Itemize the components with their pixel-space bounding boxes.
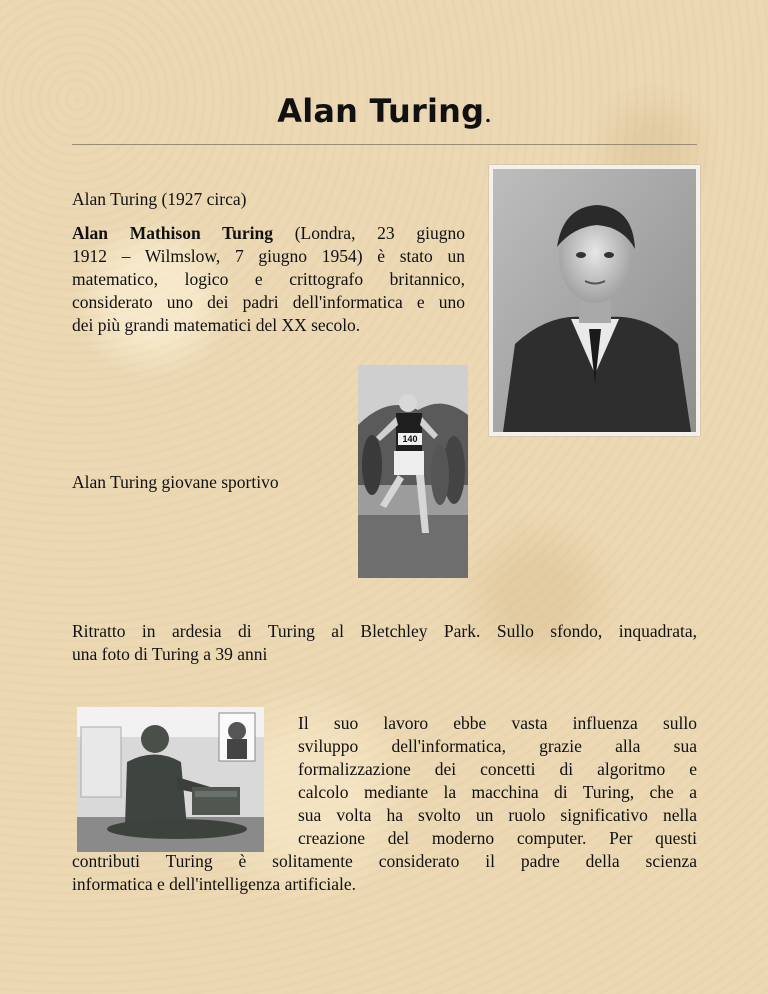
caption-sportivo: Alan Turing giovane sportivo: [72, 472, 279, 492]
body-paragraph-right: [298, 712, 697, 850]
body-line-2: sviluppo dell'informatica, grazie alla sua: [298, 736, 697, 756]
body-line-6: creazione del moderno computer. Per questi: [298, 828, 697, 848]
body-line-7: contributi Turing è solitamente considerato il padre della scienza: [72, 851, 697, 871]
slate-statue-image: [77, 707, 264, 852]
intro-line-2: 1912 – Wilmslow, 7 giugno 1954) è stato un: [72, 246, 465, 266]
caption-portrait-1927: Alan Turing (1927 circa): [72, 189, 247, 209]
caption3-line-1: Ritratto in ardesia di Turing al Bletchley Park. Sullo sfondo, inquadrata,: [72, 621, 697, 641]
body-line-3: formalizzazione dei concetti di algoritmo e: [298, 759, 697, 779]
intro-line-1-rest: (Londra, 23 giugno: [273, 223, 465, 243]
body-line-8: informatica e dell'intelligenza artificiale.: [72, 874, 356, 894]
title-divider: [72, 144, 697, 145]
portrait-photo: [489, 165, 700, 436]
page-title-suffix: .: [484, 96, 492, 129]
intro-paragraph: [72, 222, 465, 337]
page-title: Alan Turing: [277, 92, 485, 130]
intro-line-5: dei più grandi matematici del XX secolo.: [72, 315, 361, 335]
body-line-1: Il suo lavoro ebbe vasta influenza sullo: [298, 713, 697, 733]
intro-line-1: [72, 222, 465, 245]
runner-image: [358, 365, 468, 578]
intro-line-4: considerato uno dei padri dell'informatica e uno: [72, 292, 465, 312]
body-line-4: calcolo mediante la macchina di Turing, che a: [298, 782, 697, 802]
body-line-5: sua volta ha svolto un ruolo significativo nella: [298, 805, 697, 825]
body-paragraph-full: [72, 850, 697, 896]
slate-statue-photo: [77, 707, 264, 852]
runner-photo: [358, 365, 468, 578]
portrait-image: [493, 169, 696, 432]
runner-bib: 140: [402, 434, 418, 444]
page-title-wrap: [72, 92, 697, 130]
caption3-line-2: una foto di Turing a 39 anni: [72, 644, 268, 664]
intro-name: Alan Mathison Turing: [72, 223, 273, 243]
caption-slate-statue: [72, 620, 697, 666]
intro-line-3: matematico, logico e crittografo britannico,: [72, 269, 465, 289]
